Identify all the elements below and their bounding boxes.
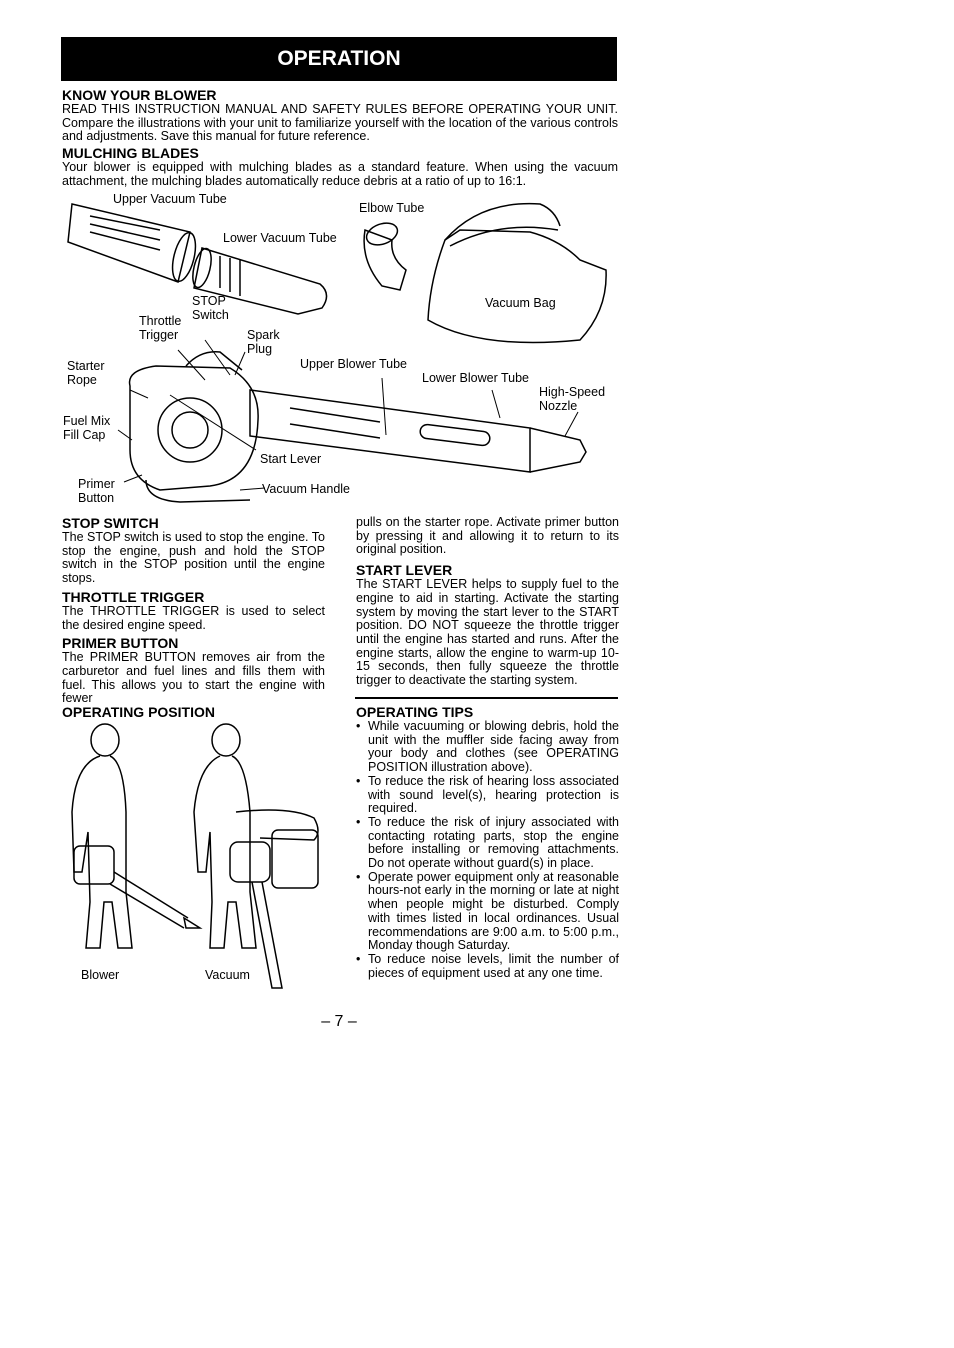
throttle-trigger-heading: THROTTLE TRIGGER <box>62 588 205 605</box>
know-text: READ THIS INSTRUCTION MANUAL AND SAFETY RULES BEFORE OPERATING YOUR UNIT. Compare the illustrations with your unit to familiarize yourself with the location of the various controls and adjustments. Save this manual for future reference. <box>62 102 618 144</box>
label-vacuum-position: Vacuum <box>205 968 250 982</box>
label-lower-blower-tube: Lower Blower Tube <box>422 371 530 385</box>
stop-switch-text: The STOP switch is used to stop the engine. To stop the engine, push and hold the STOP switch in the STOP position until the engine stops. <box>62 530 325 586</box>
blower-parts-illustration <box>60 190 620 510</box>
controls-right-column <box>356 516 619 688</box>
operating-tips-list <box>356 720 619 980</box>
label-vacuum-handle: Vacuum Handle <box>262 482 351 496</box>
list-item: • To reduce the risk of hearing loss associated with sound level(s), hearing protection is required. <box>356 775 619 816</box>
mulching-heading: MULCHING BLADES <box>62 145 199 162</box>
list-item: • While vacuuming or blowing debris, hold the unit with the muffler side facing away from your body and clothes (see OPERATING POSITION illustration above). <box>356 720 619 775</box>
vacuum-operator-figure <box>194 724 318 988</box>
elbow-tube-drawing <box>364 219 406 290</box>
mulching-text: Your blower is equipped with mulching blades as a standard feature. When using the vacuum attachment, the mulching blades automatically reduce debris at a ratio of up to 16:1. <box>62 160 618 188</box>
vacuum-bag-drawing <box>428 204 606 343</box>
operating-tips-heading: OPERATING TIPS <box>356 704 474 720</box>
label-vacuum-bag: Vacuum Bag <box>485 296 556 310</box>
throttle-trigger-text: The THROTTLE TRIGGER is used to select the desired engine speed. <box>62 603 325 632</box>
operating-tips-section <box>356 704 619 980</box>
start-lever-heading: START LEVER <box>356 562 453 579</box>
label-elbow-tube: Elbow Tube <box>359 201 425 215</box>
primer-button-continued: pulls on the starter rope. Activate primer button by pressing it and allowing it to return to its original position. <box>356 515 619 557</box>
label-start-lever: Start Lever <box>260 452 322 466</box>
label-fuel-mix-fill-cap: Fuel Mix Fill Cap <box>63 414 111 442</box>
label-starter-rope: Starter Rope <box>67 359 105 387</box>
start-lever-text: The START LEVER helps to supply fuel to the engine to aid in starting. Activate the starting system by moving the start lever to the START position. DO NOT squeeze the throttle trigger until the engine has started and runs. After the engine starts, allow the engine to warm-up 10-15 seconds, then fully squeeze the throttle trigger to deactivate the starting system. <box>356 577 619 688</box>
engine-housing-drawing <box>130 352 259 502</box>
list-item: • Operate power equipment only at reasonable hours-not early in the morning or late at night when people might be disturbed. Comply with times listed in local ordinances. Usual recommendations are 9:00 a.m. to 5:00 p.m., Monday though Saturday. <box>356 871 619 953</box>
stop-switch-heading: STOP SWITCH <box>62 515 159 531</box>
list-item: • To reduce noise levels, limit the number of pieces of equipment used at any one time. <box>356 953 619 980</box>
label-stop-switch: STOP Switch <box>192 294 229 322</box>
label-high-speed-nozzle: High-Speed Nozzle <box>539 385 606 413</box>
know-your-blower-section <box>62 87 618 189</box>
know-heading: KNOW YOUR BLOWER <box>62 87 217 103</box>
label-primer-button: Primer Button <box>78 477 115 505</box>
label-blower-position: Blower <box>81 968 120 982</box>
page-banner: OPERATION <box>61 37 617 81</box>
operating-position-heading: OPERATING POSITION <box>62 704 215 720</box>
operating-position-illustration <box>60 722 330 994</box>
list-item: • To reduce the risk of injury associated with contacting rotating parts, stop the engine before installing or removing attachments. Do not operate without guard(s) in place. <box>356 816 619 871</box>
label-spark-plug: Spark Plug <box>247 328 280 356</box>
page-number: – 7 – <box>321 1013 357 1030</box>
label-throttle-trigger: Throttle Trigger <box>139 314 182 342</box>
label-upper-vacuum-tube: Upper Vacuum Tube <box>113 192 227 206</box>
label-upper-blower-tube: Upper Blower Tube <box>300 357 408 371</box>
controls-left-column <box>62 515 325 706</box>
label-lower-vacuum-tube: Lower Vacuum Tube <box>223 231 337 245</box>
blower-operator-figure <box>72 724 200 948</box>
upper-vacuum-tube-drawing <box>68 204 200 284</box>
section-divider <box>355 697 618 699</box>
primer-button-heading: PRIMER BUTTON <box>62 635 179 652</box>
primer-button-text: The PRIMER BUTTON removes air from the carburetor and fuel lines and fills them with fuel. This allows you to start the engine with fewer <box>62 650 325 706</box>
